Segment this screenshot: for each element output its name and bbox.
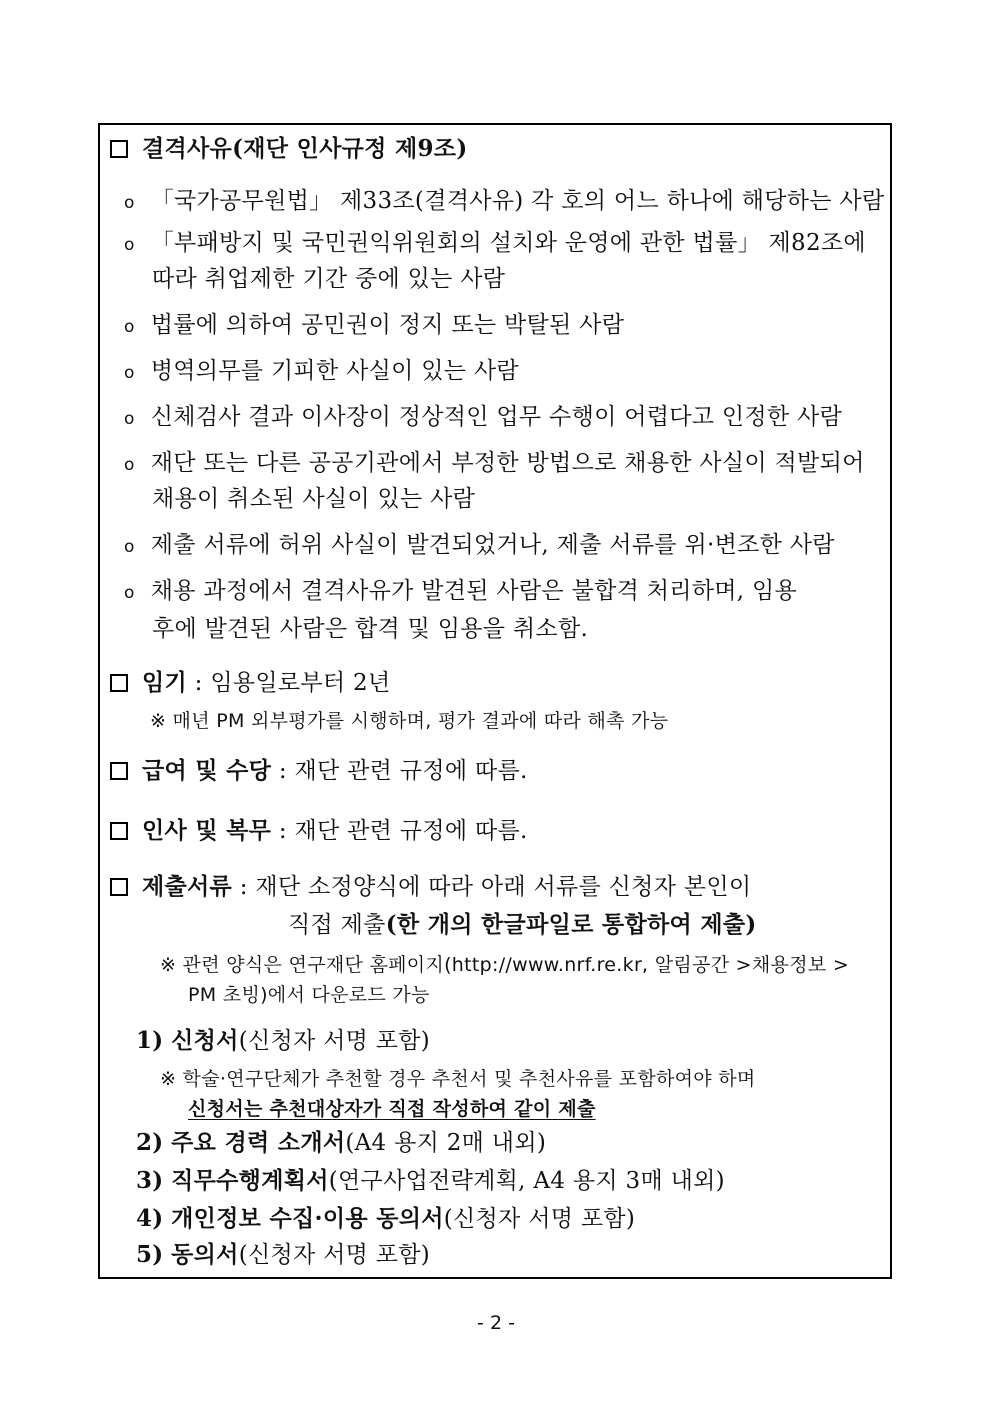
disqualification-item: o 제출 서류에 허위 사실이 발견되었거나, 제출 서류를 위·변조한 사람 bbox=[124, 530, 835, 562]
term-section: 임기 : 임용일로부터 2년 bbox=[110, 668, 391, 698]
document-item: 1) 신청서(신청자 서명 포함) bbox=[136, 1027, 431, 1054]
circle-bullet-icon: o bbox=[124, 409, 135, 429]
disqualification-item: o 「국가공무원법」 제33조(결격사유) 각 호의 어느 하나에 해당하는 사람 bbox=[124, 186, 884, 218]
page-number: - 2 - bbox=[477, 1312, 515, 1334]
term-note: ※ 매년 PM 외부평가를 시행하며, 평가 결과에 따라 해촉 가능 bbox=[150, 710, 669, 732]
disqualification-item: o 채용 과정에서 결격사유가 발견된 사람은 불합격 처리하며, 임용 bbox=[124, 576, 797, 608]
documents-value-cont: 직접 제출(한 개의 한글파일로 통합하여 제출) bbox=[288, 911, 757, 938]
document-item: 5) 동의서(신청자 서명 포함) bbox=[136, 1241, 431, 1268]
salary-section: 급여 및 수당 : 재단 관련 규정에 따름. bbox=[110, 756, 528, 786]
checkbox-square-icon bbox=[110, 674, 128, 692]
checkbox-square-icon bbox=[110, 822, 128, 840]
document-item-note: ※ 학술·연구단체가 추천할 경우 추천서 및 추천사유를 포함하여야 하며 bbox=[160, 1068, 756, 1090]
disqualification-item: o 법률에 의하여 공민권이 정지 또는 박탈된 사람 bbox=[124, 310, 624, 342]
checkbox-square-icon bbox=[110, 762, 128, 780]
circle-bullet-icon: o bbox=[124, 193, 135, 213]
documents-note-cont: PM 초빙)에서 다운로드 가능 bbox=[188, 984, 430, 1006]
document-item: 2) 주요 경력 소개서(A4 용지 2매 내외) bbox=[136, 1129, 547, 1156]
disqualification-item: o 재단 또는 다른 공공기관에서 부정한 방법으로 채용한 사실이 적발되어 bbox=[124, 448, 865, 480]
circle-bullet-icon: o bbox=[124, 537, 135, 557]
disqualification-item-cont: 채용이 취소된 사실이 있는 사람 bbox=[152, 486, 476, 512]
circle-bullet-icon: o bbox=[124, 455, 135, 475]
disqualification-item: o 「부패방지 및 국민권익위원회의 설치와 운영에 관한 법률」 제82조에 bbox=[124, 228, 866, 260]
circle-bullet-icon: o bbox=[124, 363, 135, 383]
checkbox-square-icon bbox=[110, 140, 128, 158]
document-item-note-underlined: 신청서는 추천대상자가 직접 작성하여 같이 제출 bbox=[188, 1098, 596, 1120]
disqualification-heading: 결격사유(재단 인사규정 제9조) bbox=[110, 134, 468, 164]
disqualification-item-cont: 후에 발견된 사람은 합격 및 임용을 취소함. bbox=[152, 616, 589, 642]
personnel-section: 인사 및 복무 : 재단 관련 규정에 따름. bbox=[110, 816, 528, 846]
circle-bullet-icon: o bbox=[124, 317, 135, 337]
disqualification-item: o 병역의무를 기피한 사실이 있는 사람 bbox=[124, 356, 519, 388]
disqualification-item: o 신체검사 결과 이사장이 정상적인 업무 수행이 어렵다고 인정한 사람 bbox=[124, 402, 842, 434]
circle-bullet-icon: o bbox=[124, 235, 135, 255]
document-item: 4) 개인정보 수집·이용 동의서(신청자 서명 포함) bbox=[136, 1205, 636, 1232]
document-item: 3) 직무수행계획서(연구사업전략계획, A4 용지 3매 내외) bbox=[136, 1167, 725, 1194]
documents-note: ※ 관련 양식은 연구재단 홈페이지(http://www.nrf.re.kr, 알림공간 >채용정보 > bbox=[160, 954, 850, 976]
checkbox-square-icon bbox=[110, 878, 128, 896]
disqualification-item-cont: 따라 취업제한 기간 중에 있는 사람 bbox=[152, 266, 506, 292]
circle-bullet-icon: o bbox=[124, 583, 135, 603]
documents-section: 제출서류 : 재단 소정양식에 따라 아래 서류를 신청자 본인이 bbox=[110, 872, 751, 902]
